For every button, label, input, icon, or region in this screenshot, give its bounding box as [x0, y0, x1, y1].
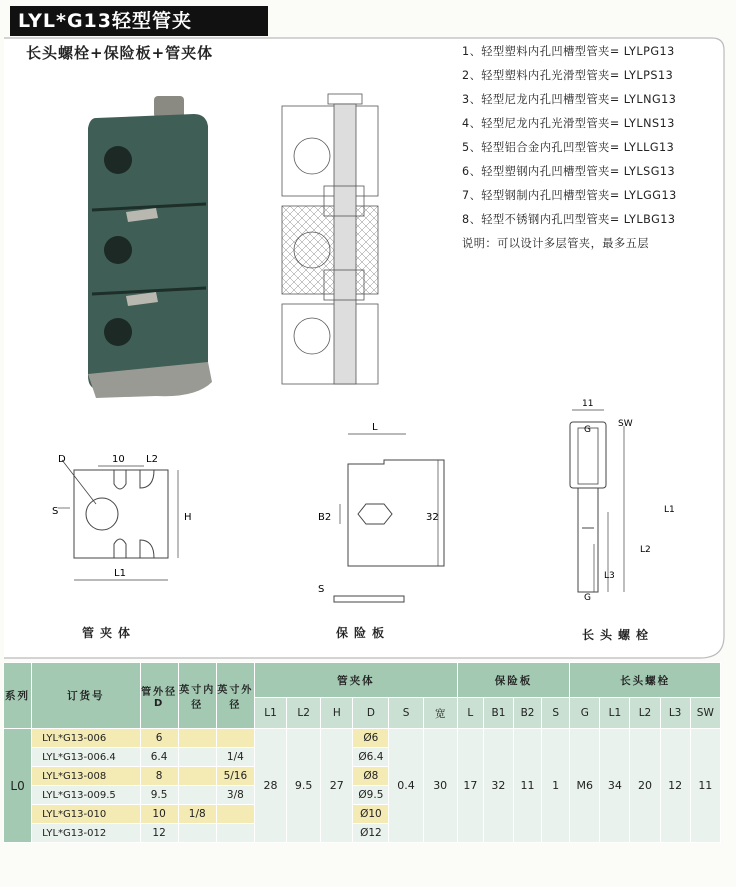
sub-h: H	[321, 698, 353, 729]
dim-plate-s: S	[318, 584, 325, 595]
col-od: 管外径D	[140, 663, 178, 729]
d-cell: Ø10	[353, 805, 389, 824]
dim-bolt-l2: L2	[640, 545, 651, 555]
sub-l1: L1	[254, 698, 286, 729]
inch-in-cell	[178, 786, 216, 805]
dim-g-bottom: G	[584, 593, 591, 602]
inch-out-cell: 1/4	[216, 748, 254, 767]
pipe-hole-3	[104, 318, 132, 346]
product-photo	[86, 92, 216, 398]
od-cell: 6	[140, 729, 178, 748]
od-cell: 10	[140, 805, 178, 824]
val-g: M6	[570, 729, 600, 843]
order-code: LYL*G13-006	[32, 729, 140, 748]
group-clamp-body: 管夹体	[254, 663, 457, 698]
val-bolt-l2: 20	[630, 729, 660, 843]
val-b1: 32	[483, 729, 513, 843]
col-inch-out: 英寸外径	[216, 663, 254, 729]
dim-b2: B2	[318, 512, 332, 523]
val-bolt-l1: 34	[600, 729, 630, 843]
clamp-body-drawing	[40, 448, 210, 596]
page-subtitle: 长头螺栓+保险板+管夹体	[26, 44, 214, 62]
col-series: 系列	[4, 663, 32, 729]
dim-l3: L3	[604, 571, 615, 581]
dim-11: 11	[582, 399, 594, 409]
sub-plate-s: S	[542, 698, 570, 729]
bolt-shank	[334, 104, 356, 384]
dim-l1: L1	[114, 568, 126, 579]
dim-l2: L2	[146, 454, 158, 465]
val-plate-s: 1	[542, 729, 570, 843]
dim-sw: SW	[618, 419, 633, 429]
long-bolt-label: 长头螺栓	[582, 628, 655, 642]
clamp-body-label: 管夹体	[82, 626, 137, 640]
val-h: 27	[321, 729, 353, 843]
val-sw: 11	[690, 729, 720, 843]
val-l1: 28	[254, 729, 286, 843]
inch-in-cell	[178, 767, 216, 786]
inch-in-cell	[178, 729, 216, 748]
order-code: LYL*G13-012	[32, 824, 140, 843]
sub-width: 宽	[423, 698, 457, 729]
series-cell: L0	[4, 729, 32, 843]
model-item: 8、轻型不锈钢内孔凹型管夹= LYLBG13	[462, 213, 676, 226]
model-item: 4、轻型尼龙内孔光滑型管夹= LYLNS13	[462, 117, 675, 130]
section-drawing	[278, 90, 388, 390]
sub-g: G	[570, 698, 600, 729]
pipe-hole-1	[104, 146, 132, 174]
sub-s: S	[389, 698, 423, 729]
cover-plate-drawing	[314, 416, 454, 612]
val-s: 0.4	[389, 729, 423, 843]
od-cell: 6.4	[140, 748, 178, 767]
group-cover-plate: 保险板	[457, 663, 569, 698]
col-inch-in: 英寸内径	[178, 663, 216, 729]
model-item: 1、轻型塑料内孔凹槽型管夹= LYLPG13	[462, 45, 675, 58]
order-code: LYL*G13-006.4	[32, 748, 140, 767]
order-code: LYL*G13-008	[32, 767, 140, 786]
long-bolt-drawing	[560, 392, 690, 602]
order-code: LYL*G13-010	[32, 805, 140, 824]
sub-l2: L2	[287, 698, 321, 729]
pipe-hole-2	[104, 236, 132, 264]
model-item: 2、轻型塑料内孔光滑型管夹= LYLPS13	[462, 69, 674, 82]
d-cell: Ø6	[353, 729, 389, 748]
cover-plate-label: 保险板	[336, 626, 391, 640]
model-note: 说明：可以设计多层管夹，最多五层	[462, 237, 650, 250]
dim-10: 10	[112, 454, 125, 465]
inch-out-cell	[216, 729, 254, 748]
inch-out-cell	[216, 824, 254, 843]
model-list	[462, 40, 677, 256]
sub-b1: B1	[483, 698, 513, 729]
dim-bolt-l1: L1	[664, 505, 675, 515]
spec-table	[3, 662, 721, 881]
sub-l: L	[457, 698, 483, 729]
inch-out-cell: 5/16	[216, 767, 254, 786]
dim-32: 32	[426, 512, 439, 523]
od-cell: 9.5	[140, 786, 178, 805]
sub-sw: SW	[690, 698, 720, 729]
group-long-bolt: 长头螺栓	[570, 663, 721, 698]
order-code: LYL*G13-009.5	[32, 786, 140, 805]
d-cell: Ø12	[353, 824, 389, 843]
sub-d: D	[353, 698, 389, 729]
d-cell: Ø8	[353, 767, 389, 786]
bolt-head-outline	[328, 94, 362, 104]
model-item: 3、轻型尼龙内孔凹槽型管夹= LYLNG13	[462, 93, 677, 106]
col-order-no: 订货号	[32, 663, 140, 729]
inch-out-cell: 3/8	[216, 786, 254, 805]
inch-in-cell	[178, 748, 216, 767]
d-cell: Ø6.4	[353, 748, 389, 767]
val-l3: 12	[660, 729, 690, 843]
od-cell: 12	[140, 824, 178, 843]
sub-b2: B2	[513, 698, 541, 729]
val-b2: 11	[513, 729, 541, 843]
dim-h: H	[184, 512, 192, 523]
model-item: 7、轻型钢制内孔凹槽型管夹= LYLGG13	[462, 189, 677, 202]
val-l: 17	[457, 729, 483, 843]
dim-plate-l: L	[372, 422, 378, 433]
d-cell: Ø9.5	[353, 786, 389, 805]
dim-g-top: G	[584, 425, 591, 435]
model-item: 5、轻型铝合金内孔凹型管夹= LYLLG13	[462, 141, 675, 154]
dim-d: D	[58, 454, 66, 465]
sub-l3: L3	[660, 698, 690, 729]
dim-s: S	[52, 506, 59, 517]
inch-in-cell	[178, 824, 216, 843]
sub-bolt-l1: L1	[600, 698, 630, 729]
model-item: 6、轻型塑钢内孔凹槽型管夹= LYLSG13	[462, 165, 676, 178]
page-title: LYL*G13轻型管夹	[10, 6, 268, 36]
sub-bolt-l2: L2	[630, 698, 660, 729]
od-cell: 8	[140, 767, 178, 786]
inch-in-cell: 1/8	[178, 805, 216, 824]
val-width: 30	[423, 729, 457, 843]
inch-out-cell	[216, 805, 254, 824]
val-l2: 9.5	[287, 729, 321, 843]
